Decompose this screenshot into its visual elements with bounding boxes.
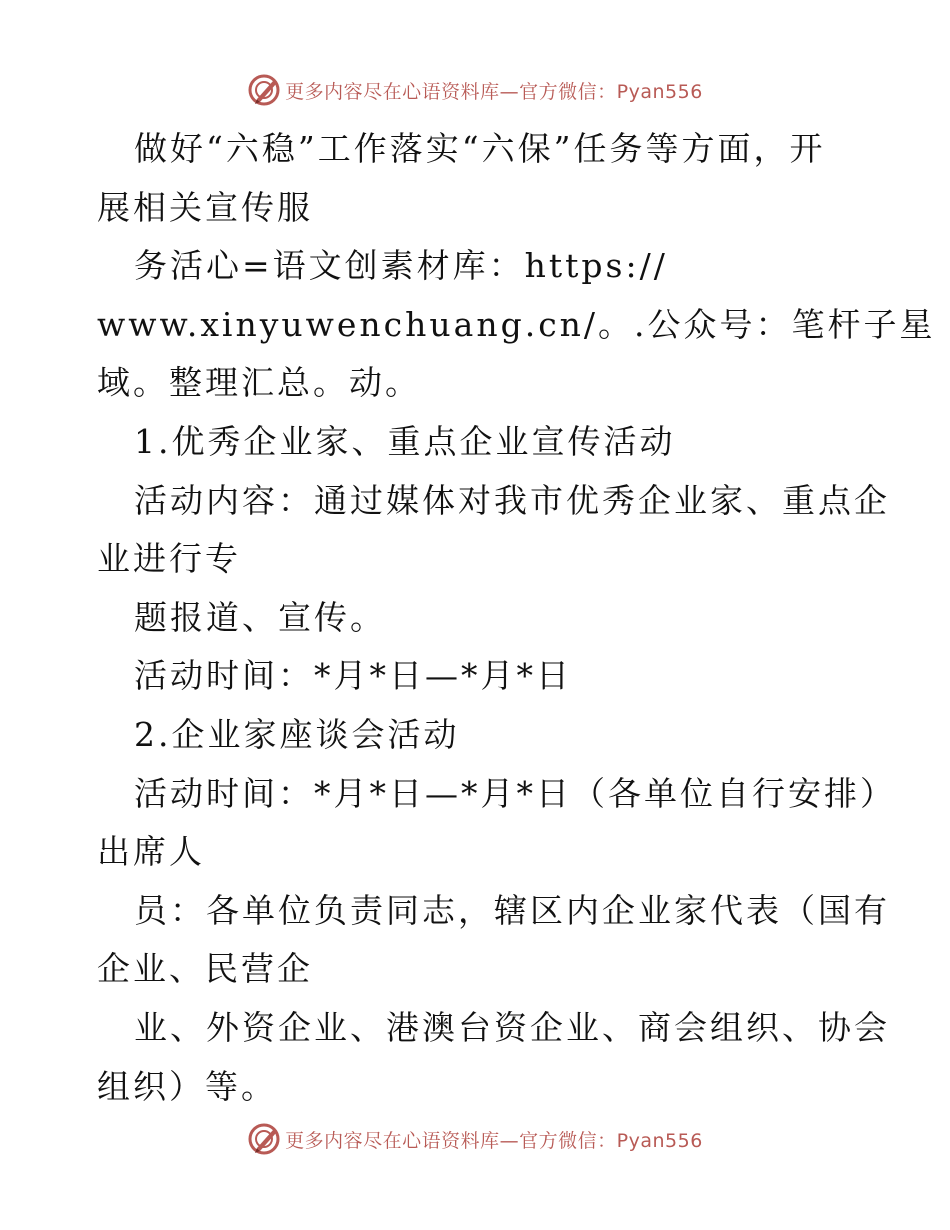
- text-line: 业、外资企业、港澳台资企业、商会组织、协会: [134, 1007, 890, 1047]
- text-line: 域。整理汇总。动。: [97, 363, 421, 403]
- text-line: 做好“六稳”工作落实“六保”任务等方面，开: [134, 129, 826, 168]
- text-line: 组织）等。: [97, 1066, 277, 1106]
- text-line: 出席人: [97, 832, 205, 872]
- footer-banner: [0, 1117, 950, 1161]
- header-banner-text: 更多内容尽在心语资料库—官方微信：Pyan556: [285, 80, 703, 103]
- pen-seal-logo-icon: [247, 1122, 281, 1156]
- text-line: 活动内容：通过媒体对我市优秀企业家、重点企: [134, 480, 890, 520]
- pen-seal-logo-icon: [247, 73, 281, 107]
- text-line: 员：各单位负责同志，辖区内企业家代表（国有: [134, 890, 890, 930]
- text-line: 活动时间：*月*日—*月*日: [134, 656, 572, 696]
- text-line: 业进行专: [97, 539, 241, 579]
- document-body: [97, 120, 936, 1116]
- text-line: www.xinyuwenchuang.cn/。.公众号：笔杆子星: [97, 304, 936, 344]
- section-heading-1: 1.优秀企业家、重点企业宣传活动: [134, 421, 676, 461]
- header-banner: [0, 68, 950, 112]
- section-heading-2: 2.企业家座谈会活动: [134, 714, 460, 754]
- text-line: 题报道、宣传。: [134, 597, 386, 637]
- text-line: 企业、民营企: [97, 949, 313, 989]
- footer-banner-text: 更多内容尽在心语资料库—官方微信：Pyan556: [285, 1129, 703, 1152]
- text-line: 务活心=语文创素材库：https://: [134, 246, 668, 286]
- text-line: 展相关宣传服: [97, 187, 313, 227]
- text-line: 活动时间：*月*日—*月*日（各单位自行安排）: [134, 773, 896, 813]
